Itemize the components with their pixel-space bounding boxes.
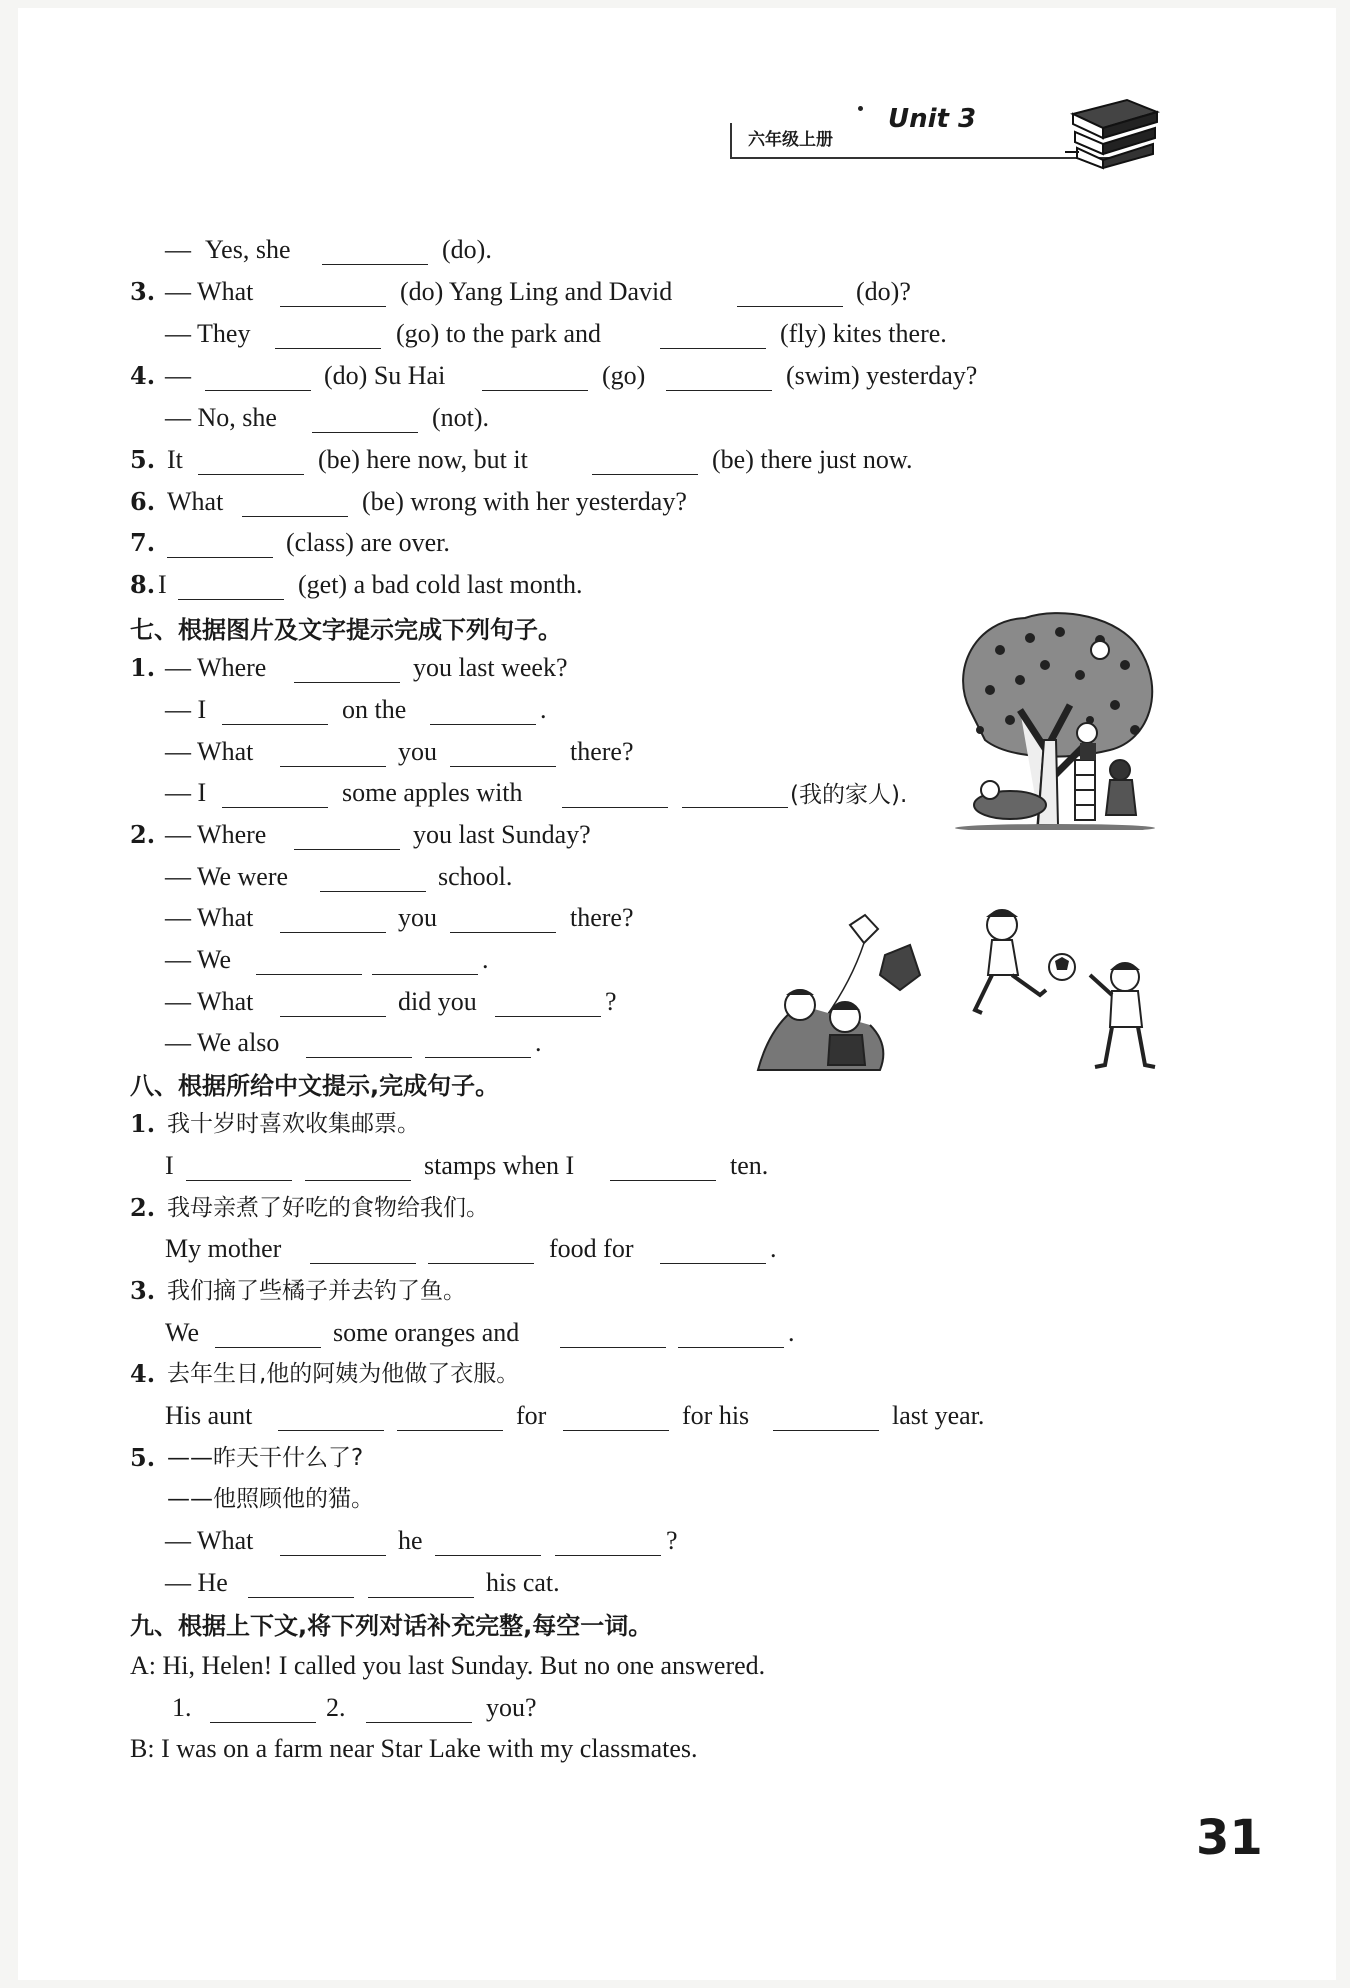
answer-blank[interactable]	[562, 807, 668, 808]
grade-label: 六年级上册	[730, 123, 878, 159]
answer-blank[interactable]	[215, 1347, 321, 1348]
answer-blank[interactable]	[495, 1016, 601, 1017]
answer-blank[interactable]	[555, 1555, 661, 1556]
unit-title: Unit 3	[888, 104, 977, 134]
answer-blank[interactable]	[248, 1597, 354, 1598]
answer-blank[interactable]	[186, 1180, 292, 1181]
answer-blank[interactable]	[306, 1057, 412, 1058]
answer-blank[interactable]	[178, 599, 284, 600]
answer-blank[interactable]	[322, 264, 428, 265]
answer-blank[interactable]	[280, 932, 386, 933]
answer-blank[interactable]	[430, 724, 536, 725]
answer-blank[interactable]	[368, 1597, 474, 1598]
answer-blank[interactable]	[278, 1430, 384, 1431]
section-7-title: 七、根据图片及文字提示完成下列句子。	[130, 616, 562, 644]
section-8-title: 八、根据所给中文提示,完成句子。	[130, 1072, 500, 1100]
answer-blank[interactable]	[242, 516, 348, 517]
kite-football-children-illustration	[750, 895, 1160, 1085]
answer-blank[interactable]	[280, 1016, 386, 1017]
answer-blank[interactable]	[222, 724, 328, 725]
answer-blank[interactable]	[320, 891, 426, 892]
answer-blank[interactable]	[428, 1263, 534, 1264]
answer-blank[interactable]	[592, 474, 698, 475]
header-dot	[858, 106, 863, 111]
answer-blank[interactable]	[450, 766, 556, 767]
answer-blank[interactable]	[610, 1180, 716, 1181]
answer-blank[interactable]	[167, 557, 273, 558]
answer-blank[interactable]	[450, 932, 556, 933]
answer-blank[interactable]	[666, 390, 772, 391]
answer-blank[interactable]	[773, 1430, 879, 1431]
answer-blank[interactable]	[294, 849, 400, 850]
answer-blank[interactable]	[275, 348, 381, 349]
answer-blank[interactable]	[222, 807, 328, 808]
answer-blank[interactable]	[205, 390, 311, 391]
answer-blank-2[interactable]	[366, 1722, 472, 1723]
answer-blank[interactable]	[198, 474, 304, 475]
answer-blank[interactable]	[435, 1555, 541, 1556]
answer-blank[interactable]	[660, 348, 766, 349]
answer-blank[interactable]	[305, 1180, 411, 1181]
answer-blank[interactable]	[280, 766, 386, 767]
answer-blank[interactable]	[660, 1263, 766, 1264]
answer-blank-1[interactable]	[210, 1722, 316, 1723]
apple-tree-family-illustration	[950, 610, 1160, 830]
answer-blank[interactable]	[310, 1263, 416, 1264]
answer-blank[interactable]	[482, 390, 588, 391]
answer-blank[interactable]	[563, 1430, 669, 1431]
answer-blank[interactable]	[560, 1347, 666, 1348]
books-icon	[1065, 92, 1165, 170]
answer-blank[interactable]	[312, 432, 418, 433]
answer-blank[interactable]	[397, 1430, 503, 1431]
answer-blank[interactable]	[294, 682, 400, 683]
answer-blank[interactable]	[372, 974, 478, 975]
section-9-title: 九、根据上下文,将下列对话补充完整,每空一词。	[130, 1612, 653, 1640]
answer-blank[interactable]	[280, 306, 386, 307]
answer-blank[interactable]	[425, 1057, 531, 1058]
answer-blank[interactable]	[678, 1347, 784, 1348]
page-number: 31	[1196, 1810, 1263, 1866]
answer-blank[interactable]	[280, 1555, 386, 1556]
answer-blank[interactable]	[737, 306, 843, 307]
answer-blank[interactable]	[256, 974, 362, 975]
answer-blank[interactable]	[682, 807, 788, 808]
